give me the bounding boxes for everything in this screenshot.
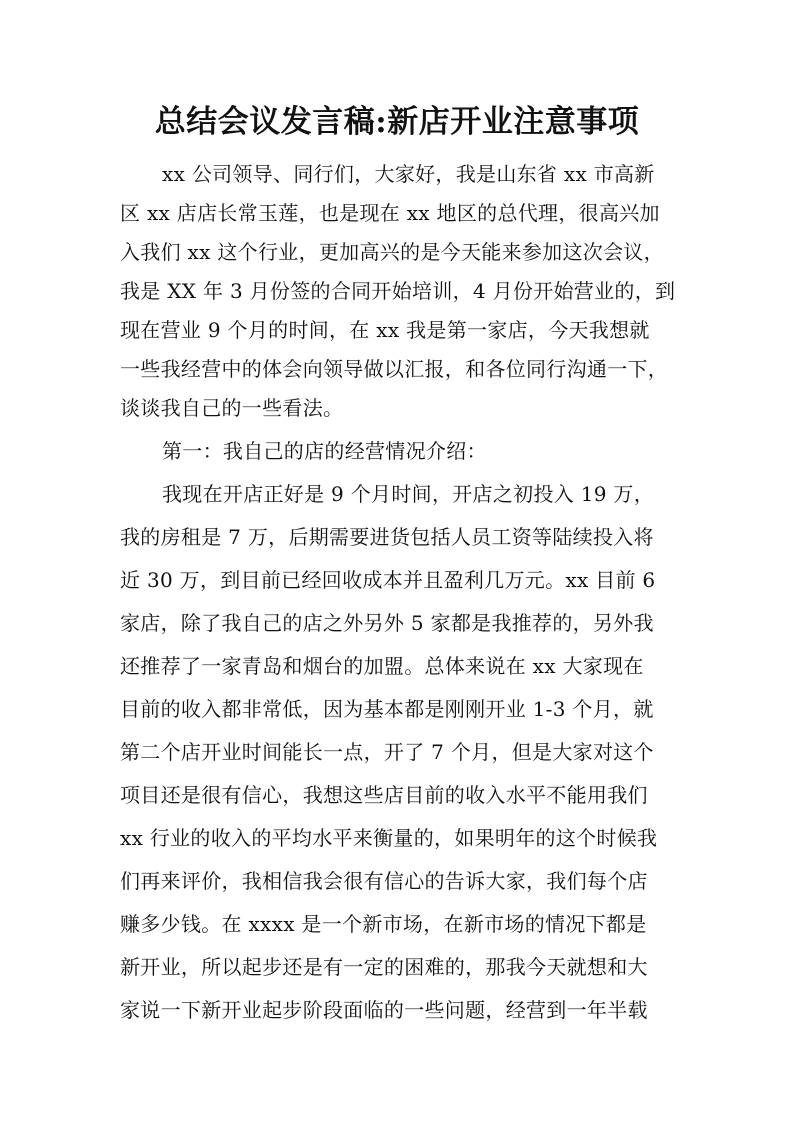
paragraph-line: xx 行业的收入的平均水平来衡量的，如果明年的这个时候我 — [120, 826, 658, 850]
paragraph-line: 区 xx 店店长常玉莲，也是现在 xx 地区的总代理，很高兴加 — [120, 201, 660, 225]
paragraph-line: 还推荐了一家青岛和烟台的加盟。总体来说在 xx 大家现在 — [120, 654, 644, 678]
paragraph-line: 现在营业 9 个月的时间，在 xx 我是第一家店，今天我想就 — [120, 318, 650, 342]
paragraph-line: 新开业，所以起步还是有一定的困难的，那我今天就想和大 — [120, 955, 648, 979]
paragraph-line: xx 公司领导、同行们，大家好，我是山东省 xx 市高新 — [162, 162, 655, 186]
paragraph-line: 第二个店开业时间能长一点，开了 7 个月，但是大家对这个 — [120, 740, 654, 764]
document-title: 总结会议发言稿:新店开业注意事项 — [154, 104, 640, 140]
paragraph-line: 目前的收入都非常低，因为基本都是刚刚开业 1-3 个月，就 — [120, 697, 654, 721]
paragraph-line: 项目还是很有信心，我想这些店目前的收入水平不能用我们 — [120, 783, 648, 807]
paragraph-line: 家店，除了我自己的店之外另外 5 家都是我推荐的，另外我 — [120, 611, 654, 635]
paragraph-line: 谈谈我自己的一些看法。 — [120, 396, 344, 420]
paragraph-line: 我是 XX 年 3 月份签的合同开始培训，4 月份开始营业的，到 — [120, 279, 676, 303]
paragraph-line: 赚多少钱。在 xxxx 是一个新市场，在新市场的情况下都是 — [120, 912, 647, 936]
paragraph-line: 我现在开店正好是 9 个月时间，开店之初投入 19 万， — [162, 482, 655, 506]
paragraph-line: 家说一下新开业起步阶段面临的一些问题，经营到一年半载 — [120, 998, 648, 1022]
paragraph-line: 入我们 xx 这个行业，更加高兴的是今天能来参加这次会议， — [120, 240, 664, 264]
paragraph-line: 们再来评价，我相信我会很有信心的告诉大家，我们每个店 — [120, 869, 648, 893]
paragraph-line: 我的房租是 7 万，后期需要进货包括人员工资等陆续投入将 — [120, 525, 654, 549]
paragraph-line: 近 30 万，到目前已经回收成本并且盈利几万元。xx 目前 6 — [120, 568, 656, 592]
paragraph-line: 一些我经营中的体会向领导做以汇报，和各位同行沟通一下， — [120, 357, 669, 381]
section-heading: 第一：我自己的店的经营情况介绍： — [162, 439, 487, 463]
